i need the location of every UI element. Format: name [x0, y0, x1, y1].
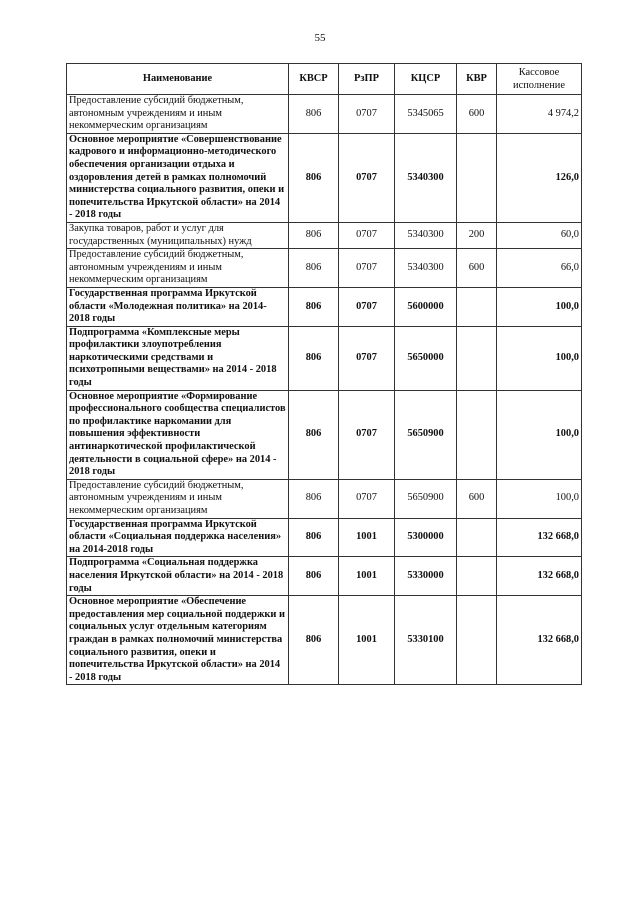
row-name: Основное мероприятие «Совершенствование кадрового и информационно-методического обеспечения организации отдыха и оздоровления детей в рамках полномочий министерства социального развития, опеки и попечительства Иркутской области» на 2014 - 2018 годы — [67, 133, 289, 222]
row-kvsr: 806 — [289, 390, 339, 479]
table-row — [67, 518, 582, 557]
row-kvr: 200 — [457, 222, 497, 248]
row-rzpr: 1001 — [339, 518, 395, 557]
budget-table — [66, 63, 582, 685]
row-kvsr: 806 — [289, 596, 339, 685]
row-kcsr: 5330000 — [395, 557, 457, 596]
table-row — [67, 557, 582, 596]
row-amount: 100,0 — [497, 390, 582, 479]
row-amount: 100,0 — [497, 479, 582, 518]
page-number: 55 — [314, 32, 326, 44]
row-amount: 132 668,0 — [497, 596, 582, 685]
row-kvsr: 806 — [289, 249, 339, 288]
row-kvsr: 806 — [289, 557, 339, 596]
column-header-rzpr: РзПР — [339, 64, 395, 95]
row-rzpr: 0707 — [339, 326, 395, 390]
row-name: Закупка товаров, работ и услуг для государственных (муниципальных) нужд — [67, 222, 289, 248]
table-row — [67, 133, 582, 222]
table-row — [67, 95, 582, 134]
row-kcsr: 5650900 — [395, 390, 457, 479]
row-kvr — [457, 557, 497, 596]
row-kvsr: 806 — [289, 326, 339, 390]
row-kvr: 600 — [457, 95, 497, 134]
table-row — [67, 479, 582, 518]
row-kvsr: 806 — [289, 222, 339, 248]
row-name: Основное мероприятие «Формирование профессионального сообщества специалистов по профилактике наркомании для повышения эффективности антинаркотической профилактической деятельности в социальной сфере» на 2014 - 2018 годы — [67, 390, 289, 479]
table-row — [67, 390, 582, 479]
row-kcsr: 5330100 — [395, 596, 457, 685]
row-kcsr: 5345065 — [395, 95, 457, 134]
row-kvsr: 806 — [289, 479, 339, 518]
row-rzpr: 0707 — [339, 479, 395, 518]
row-amount: 132 668,0 — [497, 518, 582, 557]
row-kvsr: 806 — [289, 95, 339, 134]
row-rzpr: 1001 — [339, 557, 395, 596]
row-name: Подпрограмма «Комплексные меры профилактики злоупотребления наркотическими средствами и психотропными веществами» на 2014 - 2018 годы — [67, 326, 289, 390]
row-rzpr: 0707 — [339, 95, 395, 134]
row-rzpr: 0707 — [339, 390, 395, 479]
row-kvr — [457, 596, 497, 685]
column-header-name: Наименование — [67, 64, 289, 95]
row-name: Подпрограмма «Социальная поддержка населения Иркутской области» на 2014 - 2018 годы — [67, 557, 289, 596]
row-amount: 126,0 — [497, 133, 582, 222]
column-header-amount: Кассовое исполнение — [497, 64, 582, 95]
column-header-kvr: КВР — [457, 64, 497, 95]
row-kcsr: 5600000 — [395, 287, 457, 326]
row-name: Государственная программа Иркутской области «Социальная поддержка населения» на 2014-2018 годы — [67, 518, 289, 557]
column-header-kcsr: КЦСР — [395, 64, 457, 95]
row-kvr — [457, 287, 497, 326]
row-rzpr: 0707 — [339, 249, 395, 288]
row-rzpr: 0707 — [339, 222, 395, 248]
row-kvr — [457, 133, 497, 222]
row-rzpr: 1001 — [339, 596, 395, 685]
row-kvsr: 806 — [289, 133, 339, 222]
row-amount: 100,0 — [497, 326, 582, 390]
row-name: Предоставление субсидий бюджетным, автономным учреждениям и иным некоммерческим организациям — [67, 95, 289, 134]
row-kvsr: 806 — [289, 287, 339, 326]
row-kvr: 600 — [457, 249, 497, 288]
row-name: Предоставление субсидий бюджетным, автономным учреждениям и иным некоммерческим организациям — [67, 479, 289, 518]
row-amount: 4 974,2 — [497, 95, 582, 134]
table-row — [67, 287, 582, 326]
row-kvr — [457, 326, 497, 390]
table-row — [67, 326, 582, 390]
row-name: Предоставление субсидий бюджетным, автономным учреждениям и иным некоммерческим организациям — [67, 249, 289, 288]
row-kcsr: 5340300 — [395, 133, 457, 222]
table-row — [67, 249, 582, 288]
row-amount: 60,0 — [497, 222, 582, 248]
row-amount: 66,0 — [497, 249, 582, 288]
row-kcsr: 5300000 — [395, 518, 457, 557]
row-amount: 132 668,0 — [497, 557, 582, 596]
row-rzpr: 0707 — [339, 287, 395, 326]
row-amount: 100,0 — [497, 287, 582, 326]
table-row — [67, 596, 582, 685]
row-kcsr: 5650000 — [395, 326, 457, 390]
row-kvr — [457, 390, 497, 479]
table-header-row — [67, 64, 582, 95]
row-name: Государственная программа Иркутской области «Молодежная политика» на 2014-2018 годы — [67, 287, 289, 326]
row-name: Основное мероприятие «Обеспечение предоставления мер социальной поддержки и социальных услуг отдельным категориям граждан в рамках полномочий министерства социального развития, опеки и попечительства Иркутской области» на 2014 - 2018 годы — [67, 596, 289, 685]
column-header-kvsr: КВСР — [289, 64, 339, 95]
row-kcsr: 5340300 — [395, 222, 457, 248]
table-row — [67, 222, 582, 248]
row-rzpr: 0707 — [339, 133, 395, 222]
row-kcsr: 5340300 — [395, 249, 457, 288]
row-kcsr: 5650900 — [395, 479, 457, 518]
row-kvsr: 806 — [289, 518, 339, 557]
row-kvr: 600 — [457, 479, 497, 518]
row-kvr — [457, 518, 497, 557]
